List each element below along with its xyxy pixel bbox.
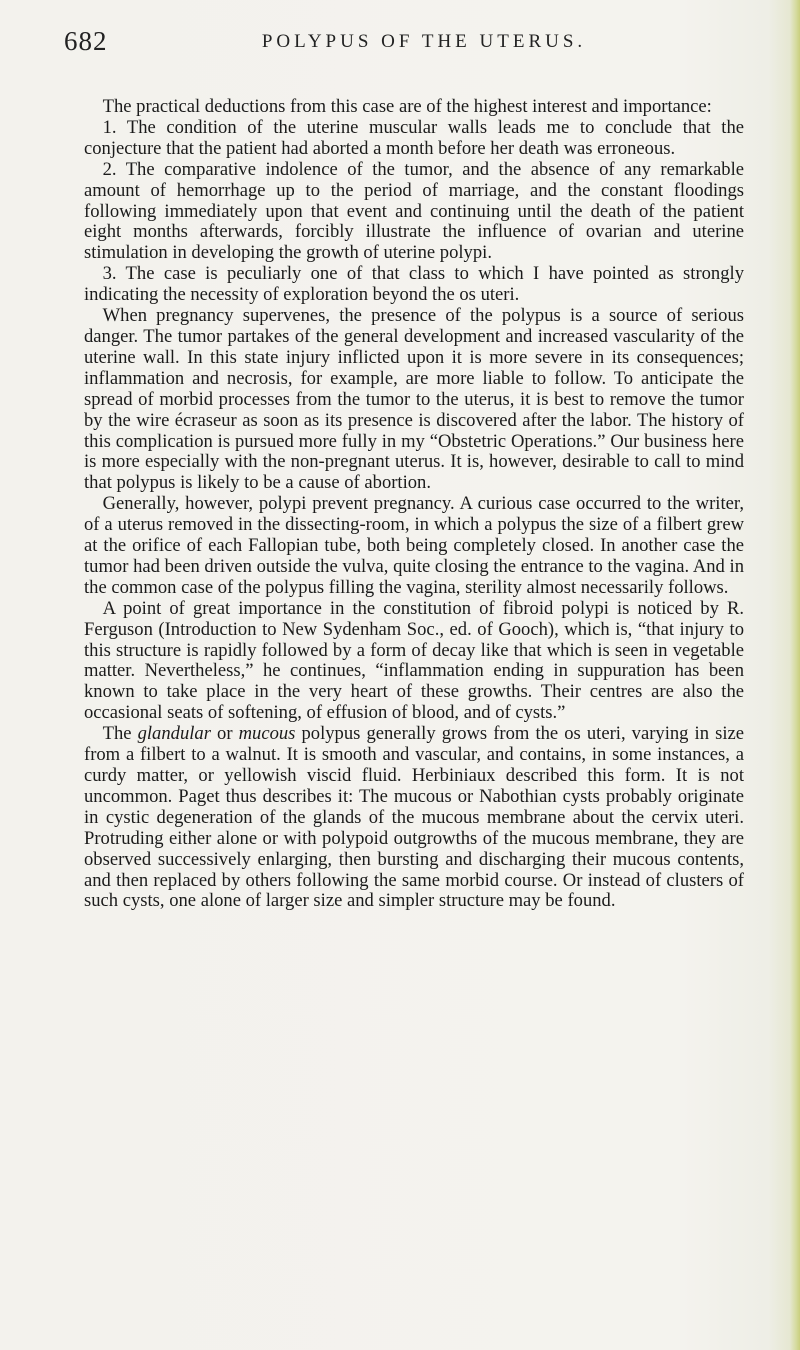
paragraph-glandular-polypus xyxy=(84,724,744,912)
body-text xyxy=(84,97,744,912)
running-head: POLYPUS OF THE UTERUS. xyxy=(261,31,587,52)
page-number: 682 xyxy=(64,26,108,56)
paragraph-point-3: 3. The case is peculiarly one of that class to which I have pointed as strongly indicating the necessity of exploration beyond the os uteri. xyxy=(84,263,744,306)
paragraph-pregnancy: When pregnancy supervenes, the presence of the polypus is a source of serious danger. The tumor partakes of the general development and increased vascularity of the uterine wall. In this state injury inflicted upon it is more severe in its consequences; inflammation and necrosis, for example, are more liable to follow. To anticipate the spread of morbid processes from the tumor to the uterus, it is best to remove the tumor by the wire écraseur as soon as its presence is discovered after the labor. The history of this complication is pursued more fully in my “Obstetric Operations.” Our business here is more especially with the non-pregnant uterus. It is, however, desirable to call to mind that polypus is likely to be a cause of abortion. xyxy=(84,305,744,494)
text-run: or xyxy=(210,723,239,745)
paragraph-point-2: 2. The comparative indolence of the tumor, and the absence of any remarkable amount of hemorrhage up to the period of marriage, and the constant floodings following immediately upon that event and continuing until the death of the patient eight months afterwards, forcibly illustrate the influence of ovarian and uterine stimulation in developing the growth of uterine polypi. xyxy=(84,158,744,264)
paragraph-point-1: 1. The condition of the uterine muscular walls leads me to conclude that the conjecture that the patient had aborted a month before her death was erroneous. xyxy=(84,116,744,159)
term-mucous: mucous xyxy=(238,723,296,745)
text-run: polypus generally grows from the os uteri, varying in size from a filbert to a walnut. It is smooth and vascular, and contains, in some instances, a curdy matter, or yellowish viscid fluid. Herbiniaux described this form. It is not uncommon. Paget thus describes it: The mucous or Nabothian cysts probably originate in cystic degeneration of the glands of the mucous membrane about the cervix uteri. Protruding either alone or with polypoid outgrowths of the mucous membrane, they are observed successively enlarging, then bursting and discharging their mucous contents, and then replaced by others following the same morbid course. Or instead of clusters of such cysts, one alone of larger size and simpler structure may be found. xyxy=(84,723,744,912)
page-header xyxy=(64,26,744,62)
page-edge xyxy=(790,0,800,1350)
term-glandular: glandular xyxy=(137,723,211,745)
paragraph-sterility: Generally, however, polypi prevent pregnancy. A curious case occurred to the writer, of a uterus removed in the dissecting-room, in which a polypus the size of a filbert grew at the orifice of each Fallopian tube, both being completely closed. In another case the tumor had been driven outside the vulva, quite closing the entrance to the vagina. And in the common case of the polypus filling the vagina, sterility almost necessarily follows. xyxy=(84,493,744,598)
text-run: The xyxy=(102,723,138,745)
paragraph-ferguson: A point of great importance in the constitution of fibroid polypi is noticed by R. Ferguson (Introduction to New Sydenham Soc., ed. of Gooch), which is, “that injury to this structure is rapidly followed by a form of decay like that which is seen in vegetable matter. Nevertheless,” he continues, “inflammation ending in suppuration has been known to take place in the very heart of these growths. Their centres are also the occasional seats of softening, of effusion of blood, and of cysts.” xyxy=(84,597,744,724)
paragraph-intro: The practical deductions from this case are of the highest interest and importance: xyxy=(102,96,712,117)
